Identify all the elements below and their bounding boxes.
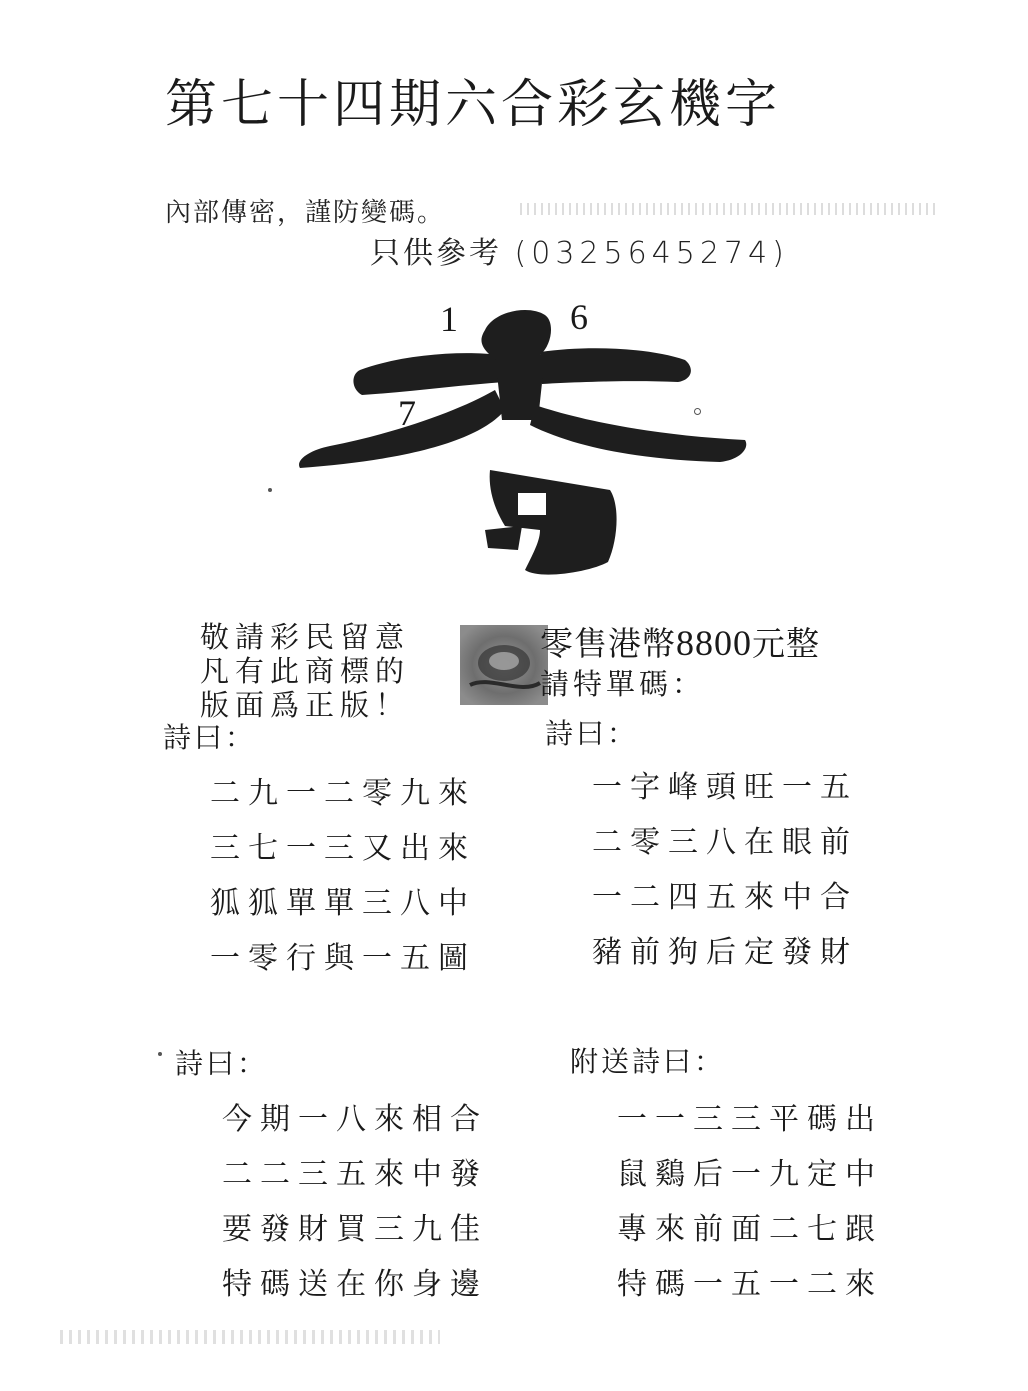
poem-line: 今期一八來相合 [222, 1102, 488, 1137]
poem-line: 一二四五來中合 [592, 880, 858, 915]
price-prefix: 零售港幣 [540, 624, 676, 663]
brand-notice-line: 凡有此商標的 [200, 654, 411, 688]
logo-image [460, 625, 548, 705]
reference-line [370, 228, 789, 272]
poem-line: 特碼一五一二來 [617, 1267, 883, 1302]
poem-block [222, 1094, 488, 1314]
glyph-graphic [290, 300, 760, 590]
scan-speck [694, 408, 701, 415]
poem-block [210, 768, 476, 988]
reference-phone: (0325645274) [514, 236, 789, 271]
reference-label: 只供參考 [370, 236, 502, 271]
poem-line: 鼠鷄后一九定中 [617, 1157, 883, 1192]
scan-noise [520, 203, 940, 215]
poem-line: 狐狐單單三八中 [210, 886, 476, 921]
poem-line: 特碼送在你身邊 [222, 1267, 488, 1302]
mystery-glyph [290, 297, 760, 594]
glyph-number-6: 6 [570, 297, 588, 337]
glyph-number-1: 1 [440, 299, 458, 339]
scan-speck [158, 1052, 162, 1056]
poem-line: 三七一三又出來 [210, 831, 476, 866]
poem-line: 要發財買三九佳 [222, 1212, 488, 1247]
page-title: 第七十四期六合彩玄機字 [165, 75, 782, 135]
scan-noise [60, 1330, 440, 1344]
trademark-logo [460, 625, 548, 705]
poem-line: 二二三五來中發 [222, 1157, 488, 1192]
poem-heading: 詩曰： [545, 717, 639, 750]
price-suffix: 元整 [752, 624, 820, 663]
poem-block [617, 1094, 883, 1314]
poem-line: 二九一二零九來 [210, 776, 476, 811]
special-code-label: 請特單碼： [540, 667, 706, 701]
scan-speck [268, 488, 272, 492]
poem-block [592, 762, 858, 982]
glyph-number-7: 7 [398, 393, 416, 433]
poem-heading: 詩曰： [175, 1047, 269, 1080]
confidential-notice: 內部傳密，謹防變碼。 [165, 198, 446, 228]
poem-line: 二零三八在眼前 [592, 825, 858, 860]
brand-notice-line: 版面爲正版！ [200, 688, 411, 722]
poem-heading: 附送詩曰： [570, 1045, 726, 1078]
poem-line: 一一三三平碼出 [617, 1102, 883, 1137]
price-amount: 8800 [676, 623, 752, 663]
poem-line: 豬前狗后定發財 [592, 935, 858, 970]
poem-line: 一字峰頭旺一五 [592, 770, 858, 805]
poem-line: 一零行與一五圖 [210, 941, 476, 976]
brand-notice-line: 敬請彩民留意 [200, 620, 411, 654]
poem-heading: 詩曰： [163, 721, 257, 754]
price-line [540, 618, 820, 665]
poem-line: 專來前面二七跟 [617, 1212, 883, 1247]
brand-notice [200, 620, 410, 722]
